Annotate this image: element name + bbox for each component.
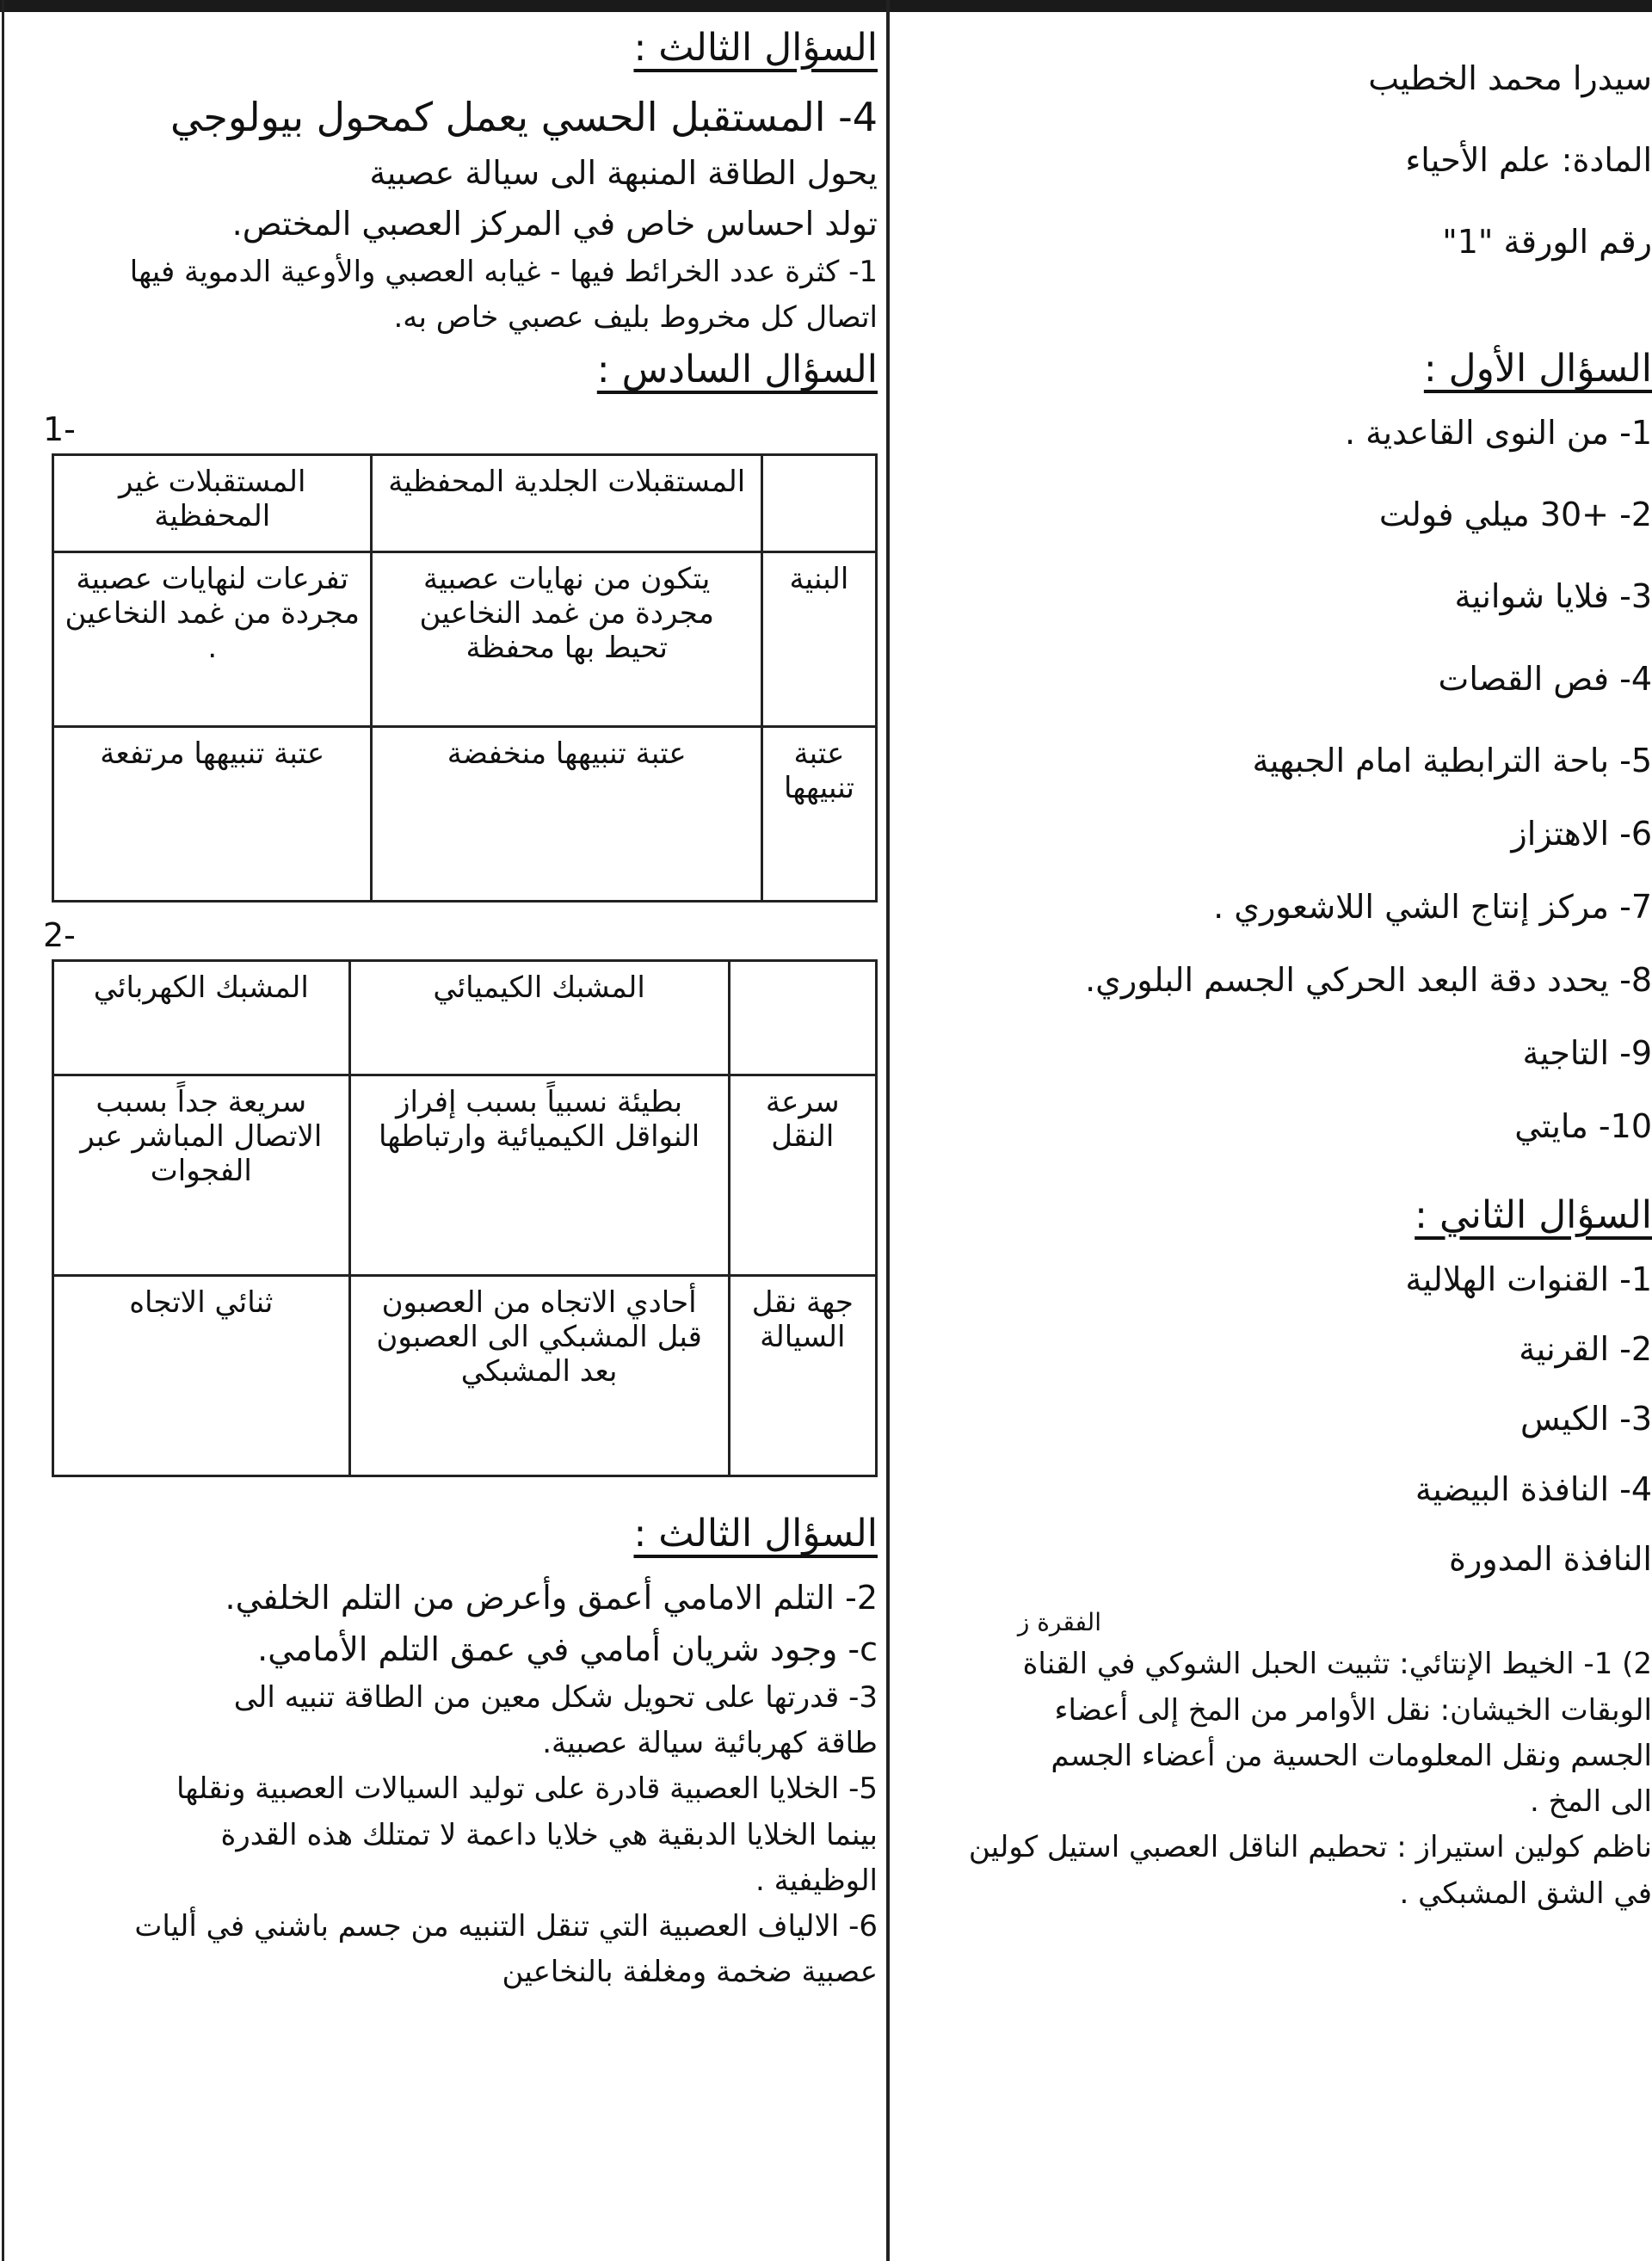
student-name: سيدرا محمد الخطيب bbox=[1368, 59, 1652, 97]
q1-answer-7: 7- مركز إنتاج الشي اللاشعوري . bbox=[1213, 887, 1652, 926]
q2-answer-2: 2- القرنية bbox=[1519, 1330, 1652, 1369]
column-divider bbox=[886, 0, 890, 2261]
left-edge bbox=[2, 0, 4, 2261]
table1-number: 1- bbox=[43, 410, 76, 449]
q2b-line-2: الوبقات الخيشان: نقل الأوامر من المخ إلى أعضاء bbox=[1054, 1692, 1652, 1728]
q2-answer-5: النافذة المدورة bbox=[1449, 1539, 1652, 1578]
table-row bbox=[53, 455, 877, 552]
table-cell: عتبة تنبيهها منخفضة bbox=[372, 727, 761, 902]
table-row bbox=[53, 1276, 877, 1476]
q3-line-3: 3- قدرتها على تحويل شكل معين من الطاقة تنبيه الى bbox=[233, 1679, 878, 1715]
q2b-line-5: ناظم كولين استيراز : تحطيم الناقل العصبي استيل كولين bbox=[968, 1830, 1652, 1865]
table-header-cell: المستقبلات غير المحفظية bbox=[53, 455, 372, 552]
q2-answer-1: 1- القنوات الهلالية bbox=[1405, 1260, 1652, 1299]
subject-line: المادة: علم الأحياء bbox=[1405, 141, 1652, 180]
q1-answer-1: 1- من النوى القاعدية . bbox=[1344, 414, 1652, 453]
table-cell: عتبة تنبيهها مرتفعة bbox=[53, 727, 372, 902]
q3-line-6: بينما الخلايا الدبقية هي خلايا داعمة لا تمتلك هذه القدرة bbox=[220, 1817, 878, 1852]
table-cell: جهة نقل السيالة bbox=[729, 1276, 876, 1476]
table-row bbox=[53, 727, 877, 902]
table-header-cell bbox=[761, 455, 876, 552]
table-row bbox=[53, 552, 877, 727]
q4-line-3: تولد احساس خاص في المركز العصبي المختص. bbox=[231, 204, 878, 243]
q6-heading: السؤال السادس : bbox=[596, 348, 878, 392]
table-header-cell bbox=[729, 961, 876, 1075]
left-column bbox=[26, 17, 878, 1998]
q3-line-1: 2- التلم الامامي أعمق وأعرض من التلم الخلفي. bbox=[225, 1579, 878, 1617]
sheet-number: رقم الورقة "1" bbox=[1442, 223, 1652, 262]
synapse-table bbox=[52, 959, 878, 1477]
table-cell: البنية bbox=[761, 552, 876, 727]
table-row bbox=[53, 961, 877, 1075]
table-cell: سريعة جداً بسبب الاتصال المباشر عبر الفجوات bbox=[53, 1075, 350, 1276]
q2-heading: السؤال الثاني : bbox=[1415, 1193, 1652, 1238]
q3-line-5: 5- الخلايا العصبية قادرة على توليد السيالات العصبية ونقلها bbox=[176, 1771, 878, 1807]
table-cell: سرعة النقل bbox=[729, 1075, 876, 1276]
table-cell: أحادي الاتجاه من العصبون قبل المشبكي الى العصبون بعد المشبكي bbox=[349, 1276, 729, 1476]
q4-line-1: 4- المستقبل الحسي يعمل كمحول بيولوجي bbox=[170, 94, 878, 140]
top-edge bbox=[0, 0, 1652, 12]
table-row bbox=[53, 1075, 877, 1276]
q2-answer-3: 3- الكيس bbox=[1519, 1400, 1652, 1439]
q1-answer-2: 2- +30 ميلي فولت bbox=[1378, 496, 1652, 534]
q4-line-5: اتصال كل مخروط بليف عصبي خاص به. bbox=[393, 300, 878, 336]
q1-answer-5: 5- باحة الترابطية امام الجبهية bbox=[1252, 741, 1652, 779]
q1-answer-4: 4- فص القصات bbox=[1438, 659, 1652, 698]
table-cell: عتبة تنبيهها bbox=[761, 727, 876, 902]
q4-line-4: 1- كثرة عدد الخرائط فيها - غيابه العصبي والأوعية الدموية فيها bbox=[129, 254, 878, 289]
table-cell: تفرعات لنهايات عصبية مجردة من غمد النخاعين . bbox=[53, 552, 372, 727]
q4-heading: السؤال الثالث : bbox=[633, 26, 878, 70]
table-header-cell: المشبك الكيميائي bbox=[349, 961, 729, 1075]
q3-line-4: طاقة كهربائية سيالة عصبية. bbox=[542, 1725, 878, 1760]
q3-line-2: c- وجود شريان أمامي في عمق التلم الأمامي. bbox=[257, 1630, 878, 1668]
q3-line-9: عصبية ضخمة ومغلفة بالنخاعين bbox=[502, 1955, 878, 1990]
q3-line-7: الوظيفية . bbox=[755, 1863, 878, 1898]
right-column bbox=[895, 52, 1652, 1919]
table-cell: يتكون من نهايات عصبية مجردة من غمد النخاعين تحيط بها محفظة bbox=[372, 552, 761, 727]
table-header-cell: المستقبلات الجلدية المحفظية bbox=[372, 455, 761, 552]
table2-number: 2- bbox=[43, 916, 76, 955]
q1-answer-6: 6- الاهتزاز bbox=[1511, 814, 1652, 853]
margin-note: الفقرة ز bbox=[1017, 1607, 1101, 1636]
q1-answer-3: 3- فلايا شوانية bbox=[1454, 577, 1652, 616]
q1-answer-10: 10- مايتي bbox=[1514, 1107, 1652, 1146]
q2b-line-3: الجسم ونقل المعلومات الحسية من أعضاء الجسم bbox=[1051, 1738, 1652, 1773]
q4-line-2: يحول الطاقة المنبهة الى سيالة عصبية bbox=[369, 153, 878, 192]
q2b-line-4: الى المخ . bbox=[1530, 1784, 1652, 1820]
table-cell: ثنائي الاتجاه bbox=[53, 1276, 350, 1476]
q1-heading: السؤال الأول : bbox=[1423, 347, 1652, 391]
receptors-table bbox=[52, 453, 878, 903]
q1-answer-8: 8- يحدد دقة البعد الحركي الجسم البلوري. bbox=[1085, 960, 1652, 999]
q3-line-8: 6- الالياف العصبية التي تنقل التنبيه من جسم باشني في أليات bbox=[134, 1909, 878, 1944]
q2-answer-4: 4- النافذة البيضية bbox=[1415, 1469, 1652, 1508]
q2b-line-1: 2) 1- الخيط الإنتائي: تثبيت الحبل الشوكي في القناة bbox=[1022, 1647, 1652, 1682]
q2b-line-6: في الشق المشبكي . bbox=[1399, 1876, 1652, 1911]
table-header-cell: المشبك الكهربائي bbox=[53, 961, 350, 1075]
q1-answer-9: 9- التاجية bbox=[1522, 1034, 1652, 1073]
table-cell: بطيئة نسبياً بسبب إفراز النواقل الكيميائية وارتباطها bbox=[349, 1075, 729, 1276]
q3-heading: السؤال الثالث : bbox=[633, 1512, 878, 1556]
